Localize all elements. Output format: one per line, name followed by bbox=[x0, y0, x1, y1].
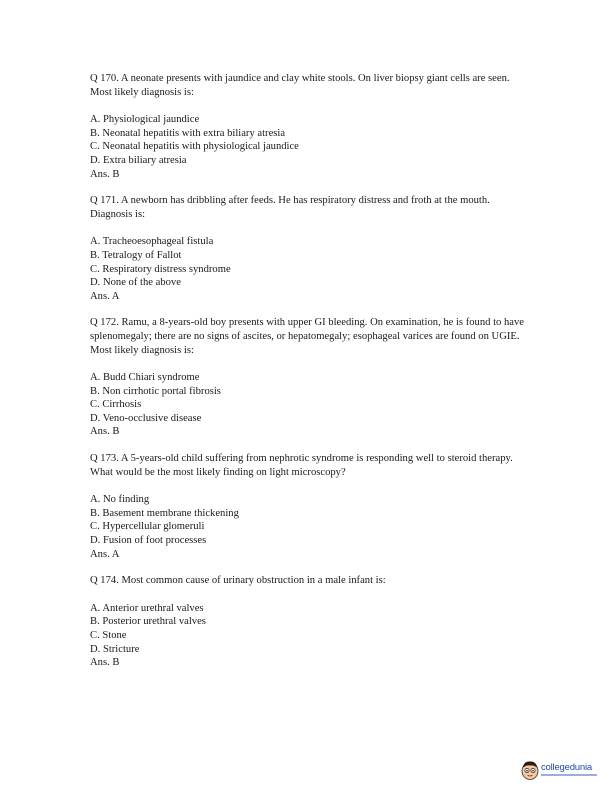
answer-text: Ans. B bbox=[90, 657, 120, 669]
option-list bbox=[90, 493, 530, 547]
option-list bbox=[90, 371, 530, 425]
question-text: Q 170. A neonate presents with jaundice and clay white stools. On liver biopsy giant cells are seen. Most likely diagnosis is: bbox=[90, 73, 510, 98]
question-block bbox=[90, 452, 530, 561]
answer-text: Ans. A bbox=[90, 548, 120, 560]
option-item: D. Extra biliary atresia bbox=[90, 154, 187, 166]
option-list bbox=[90, 235, 530, 289]
option-item: B. Posterior urethral valves bbox=[90, 616, 206, 628]
answer-text: Ans. A bbox=[90, 290, 120, 302]
option-item: D. Veno-occlusive disease bbox=[90, 412, 202, 424]
question-block bbox=[90, 316, 530, 439]
brand-tagline-bar bbox=[541, 774, 597, 776]
question-block bbox=[90, 72, 530, 181]
option-item: B. Tetralogy of Fallot bbox=[90, 249, 182, 261]
option-item: A. No finding bbox=[90, 494, 150, 506]
option-item: C. Cirrhosis bbox=[90, 399, 142, 411]
option-item: A. Physiological jaundice bbox=[90, 114, 200, 126]
option-list bbox=[90, 602, 530, 656]
question-list bbox=[90, 72, 530, 683]
mascot-face-icon bbox=[520, 759, 540, 781]
answer-text: Ans. B bbox=[90, 426, 120, 438]
option-item: A. Tracheoesophageal fistula bbox=[90, 236, 214, 248]
brand-logo bbox=[520, 757, 600, 785]
option-item: C. Respiratory distress syndrome bbox=[90, 263, 231, 275]
option-list bbox=[90, 113, 530, 167]
option-item: A. Anterior urethral valves bbox=[90, 602, 204, 614]
option-item: B. Neonatal hepatitis with extra biliary atresia bbox=[90, 127, 286, 139]
option-item: B. Non cirrhotic portal fibrosis bbox=[90, 385, 221, 397]
question-text: Q 171. A newborn has dribbling after feeds. He has respiratory distress and froth at the mouth. Diagnosis is: bbox=[90, 195, 490, 220]
question-text: Q 172. Ramu, a 8-years-old boy presents with upper GI bleeding. On examination, he is found to have splenomegaly; there are no signs of ascites, or hepatomegaly; esophageal varices are found on UGIE. Most likely diagnosis is: bbox=[90, 317, 524, 356]
question-block bbox=[90, 194, 530, 303]
option-item: D. Fusion of foot processes bbox=[90, 535, 207, 547]
question-text: Q 174. Most common cause of urinary obstruction in a male infant is: bbox=[90, 575, 386, 587]
option-item: A. Budd Chiari syndrome bbox=[90, 372, 200, 384]
option-item: C. Neonatal hepatitis with physiological jaundice bbox=[90, 141, 299, 153]
answer-text: Ans. B bbox=[90, 168, 120, 180]
option-item: C. Stone bbox=[90, 630, 127, 641]
question-block bbox=[90, 574, 530, 670]
option-item: B. Basement membrane thickening bbox=[90, 507, 239, 519]
question-text: Q 173. A 5-years-old child suffering from nephrotic syndrome is responding well to steroid therapy. What would be the most likely finding on light microscopy? bbox=[90, 453, 513, 478]
brand-name: collegedunia bbox=[541, 762, 592, 773]
option-item: D. None of the above bbox=[90, 277, 181, 289]
option-item: C. Hypercellular glomeruli bbox=[90, 521, 205, 533]
option-item: D. Stricture bbox=[90, 643, 140, 655]
